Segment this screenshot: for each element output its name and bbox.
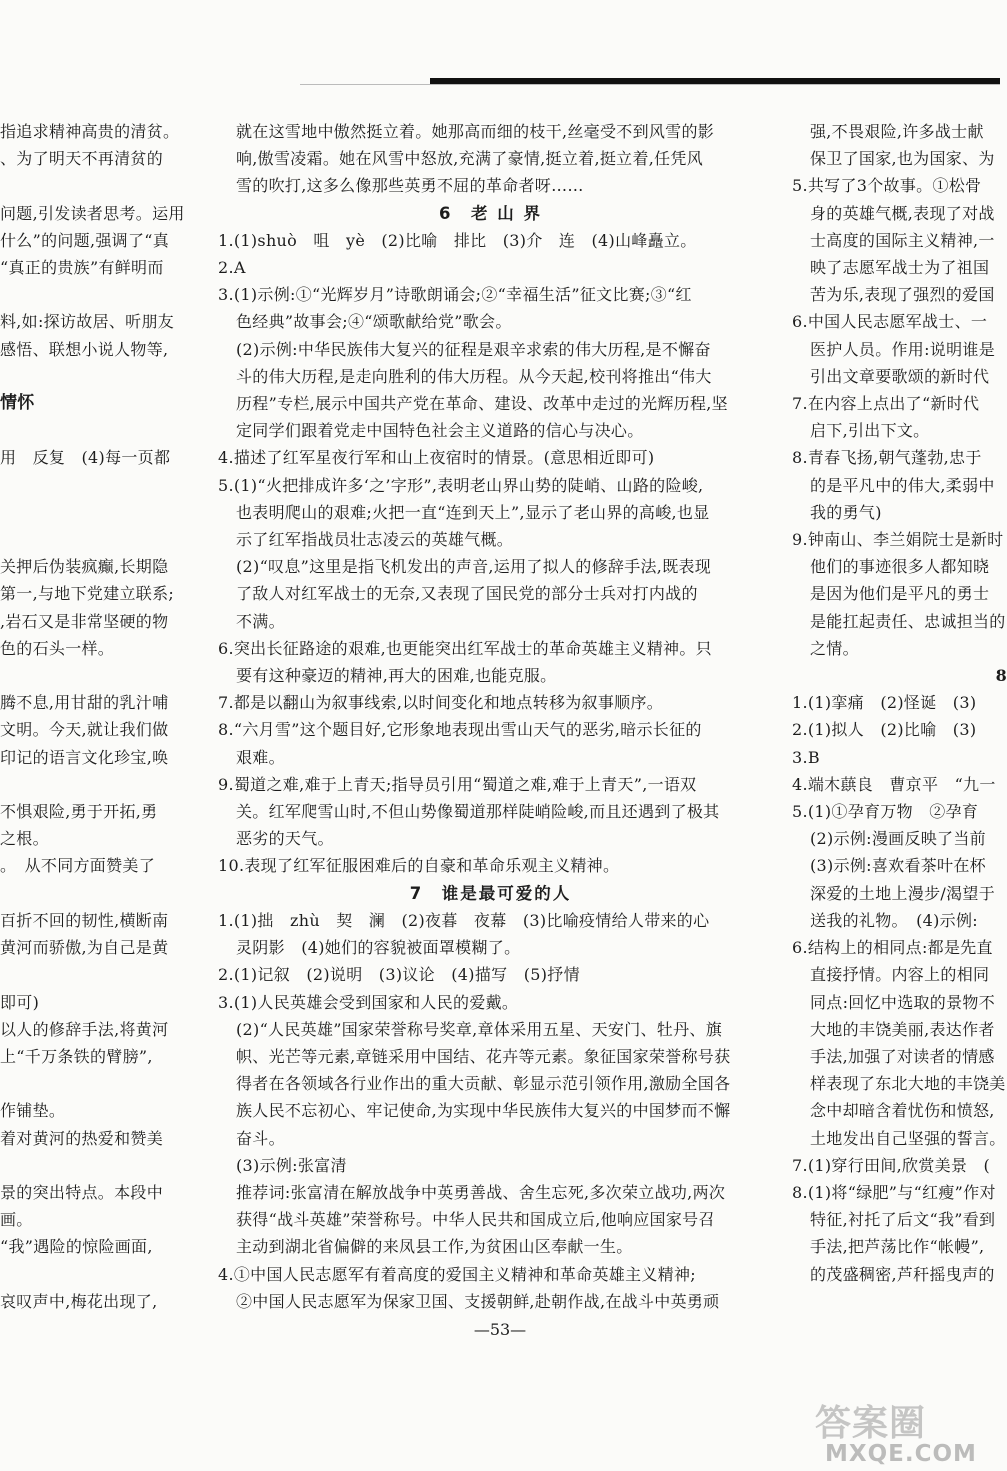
text-line: 即可) bbox=[0, 992, 40, 1012]
answer-line: 启下,引出下文。 bbox=[810, 421, 930, 441]
answer-line: 获得“战斗英雄”荣誉称号。中华人民共和国成立后,他响应国家号召 bbox=[236, 1210, 715, 1230]
text-line: 什么”的问题,强调了“真 bbox=[0, 230, 170, 250]
answer-line: 推荐词:张富清在解放战争中英勇善战、舍生忘死,多次荣立战功,两次 bbox=[236, 1182, 726, 1202]
answer-line: 大地的丰饶美丽,表达作者 bbox=[810, 1019, 995, 1039]
middle-column bbox=[218, 118, 763, 1315]
answer-line: 9.钟南山、李兰娟院士是新时 bbox=[792, 530, 1004, 550]
answer-line: 保卫了国家,也为国家、为 bbox=[810, 149, 995, 169]
text-line bbox=[0, 417, 190, 444]
answer-line: 3.B bbox=[792, 747, 820, 767]
answer-line: 他们的事迹很多人都知晓 bbox=[810, 557, 990, 577]
answer-line: 强,不畏艰险,许多战士献 bbox=[810, 122, 984, 141]
answer-line: 4.描述了红军星夜行军和山上夜宿时的情景。(意思相近即可) bbox=[218, 448, 655, 468]
answer-line: 10.表现了红军征服困难后的自豪和革命乐观主义精神。 bbox=[218, 856, 620, 876]
answer-line: 是因为他们是平凡的勇士 bbox=[810, 584, 990, 604]
answer-line: (3)示例:张富清 bbox=[236, 1155, 347, 1175]
answer-line: 引出文章要歌颂的新时代 bbox=[810, 366, 990, 386]
answer-line: 我的勇气) bbox=[810, 502, 882, 522]
answer-line: 5.(1)①孕育万物 ②孕育 bbox=[792, 802, 979, 822]
text-line: 文明。今天,就让我们做 bbox=[0, 720, 169, 740]
answer-line: 土地发出自己坚强的誓言。 bbox=[810, 1128, 1006, 1148]
text-line: 、为了明天不再清贫的 bbox=[0, 149, 164, 169]
text-line: 。 从不同方面赞美了 bbox=[0, 856, 156, 876]
text-line: 问题,引发读者思考。运用 bbox=[0, 203, 185, 223]
answer-line: 7.(1)穿行田间,欣赏美景 ( bbox=[792, 1155, 991, 1175]
text-line bbox=[0, 172, 190, 199]
answer-line: 念中却暗含着忧伤和愤怒, bbox=[810, 1101, 995, 1121]
answer-line: 直接抒情。内容上的相同 bbox=[810, 965, 990, 985]
watermark-bottom-text: MXQE.COM bbox=[825, 1441, 977, 1467]
answer-line: 1.(1)挛痛 (2)怪诞 (3) bbox=[792, 693, 977, 713]
answer-line: 是能扛起责任、忠诚担当的 bbox=[810, 611, 1006, 631]
answer-line: 不满。 bbox=[236, 611, 285, 631]
answer-line: 关。红军爬雪山时,不但山势像蜀道那样陡峭险峻,而且还遇到了极其 bbox=[236, 802, 720, 822]
text-line bbox=[0, 1261, 190, 1288]
answer-line: 手法,加强了对读者的情感 bbox=[810, 1046, 995, 1066]
text-line: 百折不回的韧性,横断南 bbox=[0, 910, 169, 930]
answer-line: 的是平凡中的伟大,柔弱中 bbox=[810, 475, 995, 495]
text-line bbox=[0, 1152, 190, 1179]
answer-line: 斗的伟大历程,是走向胜利的伟大历程。从今天起,校刊将推出“伟大 bbox=[236, 366, 712, 386]
section-heading: 8 bbox=[995, 666, 1007, 686]
text-line bbox=[0, 281, 190, 308]
answer-line: ②中国人民志愿军为保家卫国、支援朝鲜,赴朝作战,在战斗中英勇顽 bbox=[236, 1291, 720, 1311]
answer-line: 色经典”故事会;④“颂歌献给党”歌会。 bbox=[236, 312, 512, 332]
answer-line: 恶劣的天气。 bbox=[236, 829, 334, 849]
answer-line: 5.(1)“火把排成许多‘之’字形”,表明老山界山势的陡峭、山路的险峻, bbox=[218, 475, 704, 495]
answer-line: 帜、光芒等元素,章链采用中国结、花卉等元素。象征国家荣誉称号获 bbox=[236, 1046, 731, 1066]
text-line: 第一,与地下党建立联系; bbox=[0, 584, 175, 604]
header-rule bbox=[430, 78, 1000, 84]
answer-line: 6.中国人民志愿军战士、一 bbox=[792, 312, 988, 332]
text-line: 料,如:探访故居、听朋友 bbox=[0, 312, 175, 332]
header-thin-rule bbox=[300, 84, 1000, 85]
answer-line: 1.(1)shuò 咀 yè (2)比喻 排比 (3)介 连 (4)山峰矗立。 bbox=[218, 230, 697, 250]
answer-line: 士高度的国际主义精神,一 bbox=[810, 230, 995, 250]
text-line: 腾不息,用甘甜的乳汁哺 bbox=[0, 693, 169, 713]
text-line bbox=[0, 363, 190, 390]
answer-line: 特征,衬托了后文“我”看到 bbox=[810, 1210, 996, 1230]
answer-line: 8.(1)将“绿肥”与“红瘦”作对 bbox=[792, 1182, 996, 1202]
watermark-top-text: 答案圈 bbox=[815, 1403, 927, 1444]
answer-line: 2.A bbox=[218, 258, 246, 278]
answer-line: (2)“人民英雄”国家荣誉称号奖章,章体采用五星、天安门、牡丹、旗 bbox=[236, 1019, 723, 1039]
answer-line: 送我的礼物。 (4)示例: bbox=[810, 910, 978, 930]
answer-line: 4.①中国人民志愿军有着高度的爱国主义精神和革命英雄主义精神; bbox=[218, 1264, 696, 1284]
answer-line: 手法,把芦荡比作“帐幔”, bbox=[810, 1237, 985, 1257]
answer-line: 的茂盛稠密,芦秆摇曳声的 bbox=[810, 1264, 995, 1284]
answer-line: 示了红军指战员壮志凌云的英雄气概。 bbox=[236, 530, 514, 550]
answer-line: 3.(1)人民英雄会受到国家和人民的爱戴。 bbox=[218, 992, 519, 1012]
answer-line: 奋斗。 bbox=[236, 1128, 285, 1148]
text-line bbox=[0, 662, 190, 689]
section-heading: 6 老 山 界 bbox=[439, 203, 542, 223]
text-line: 色的石头一样。 bbox=[0, 638, 115, 658]
text-line: 之根。 bbox=[0, 829, 49, 849]
text-line bbox=[0, 499, 190, 526]
answer-line: 医护人员。作用:说明谁是 bbox=[810, 339, 995, 359]
answer-line: 8.“六月雪”这个题目好,它形象地表现出雪山天气的恶劣,暗示长征的 bbox=[218, 720, 702, 740]
text-line: 印记的语言文化珍宝,唤 bbox=[0, 747, 169, 767]
answer-line: 就在这雪地中傲然挺立着。她那高而细的枝干,丝毫受不到风雪的影 bbox=[236, 122, 715, 141]
text-line bbox=[0, 472, 190, 499]
text-line: 黄河而骄傲,为自己是黄 bbox=[0, 938, 169, 958]
answer-line: 灵阴影 (4)她们的容貌被面罩模糊了。 bbox=[236, 938, 521, 958]
answer-line: 定同学们跟着党走中国特色社会主义道路的信心与决心。 bbox=[236, 421, 644, 441]
answer-line: 5.共写了3个故事。①松骨 bbox=[792, 176, 982, 196]
text-line: 感悟、联想小说人物等, bbox=[0, 339, 169, 359]
text-line: 以人的修辞手法,将黄河 bbox=[0, 1019, 169, 1039]
answer-line: 响,傲雪凌霜。她在风雪中怒放,充满了豪情,挺立着,挺立着,任凭风 bbox=[236, 149, 704, 169]
text-line: 不惧艰险,勇于开拓,勇 bbox=[0, 802, 158, 822]
answer-line: (3)示例:喜欢看茶叶在杯 bbox=[810, 856, 986, 876]
text-line bbox=[0, 961, 190, 988]
answer-line: 深爱的土地上漫步/渴望于 bbox=[810, 883, 995, 903]
text-line bbox=[0, 880, 190, 907]
text-line: “真正的贵族”有鲜明而 bbox=[0, 258, 164, 278]
text-line: ,岩石又是非常坚硬的物 bbox=[0, 611, 169, 631]
answer-line: 苦为乐,表现了强烈的爱国 bbox=[810, 285, 995, 305]
answer-line: 映了志愿军战士为了祖国 bbox=[810, 258, 990, 278]
section-heading: 7 谁是最可爱的人 bbox=[409, 883, 572, 903]
text-line bbox=[0, 771, 190, 798]
text-line: 哀叹声中,梅花出现了, bbox=[0, 1291, 158, 1311]
answer-line: 族人民不忘初心、牢记使命,为实现中华民族伟大复兴的中国梦而不懈 bbox=[236, 1101, 731, 1121]
text-line: 上“千万条铁的臂膀”, bbox=[0, 1046, 153, 1066]
answer-line: 了敌人对红军战士的无奈,又表现了国民党的部分士兵对打内战的 bbox=[236, 584, 698, 604]
text-line: 关押后伪装疯癫,长期隐 bbox=[0, 557, 169, 577]
answer-line: 雪的吹打,这多么像那些英勇不屈的革命者呀…… bbox=[236, 176, 584, 196]
answer-line: 之情。 bbox=[810, 638, 859, 658]
text-line bbox=[0, 1070, 190, 1097]
text-line: 着对黄河的热爱和赞美 bbox=[0, 1128, 164, 1148]
answer-line: 6.结构上的相同点:都是先直 bbox=[792, 938, 993, 958]
answer-line: 历程”专栏,展示中国共产党在革命、建设、改革中走过的光辉历程,坚 bbox=[236, 394, 728, 414]
right-column bbox=[792, 118, 1007, 1288]
section-heading: 情怀 bbox=[0, 393, 35, 414]
answer-line: 3.(1)示例:①“光辉岁月”诗歌朗诵会;②“幸福生活”征文比赛;③“红 bbox=[218, 285, 692, 305]
answer-line: 4.端木蕻良 曹京平 “九一 bbox=[792, 774, 996, 794]
answer-line: 艰难。 bbox=[236, 747, 285, 767]
page-number: —53— bbox=[473, 1320, 527, 1339]
text-line: 用 反复 (4)每一页都 bbox=[0, 448, 171, 468]
text-line: “我”遇险的惊险画面, bbox=[0, 1237, 153, 1257]
answer-line: 样表现了东北大地的丰饶美 bbox=[810, 1074, 1006, 1094]
text-line: 作铺垫。 bbox=[0, 1101, 66, 1121]
text-line: 指追求精神高贵的清贫。 bbox=[0, 122, 180, 141]
answer-line: 6.突出长征路途的艰难,也更能突出红军战士的革命英雄主义精神。只 bbox=[218, 638, 712, 658]
answer-line: 9.蜀道之难,难于上青天;指导员引用“蜀道之难,难于上青天”,一语双 bbox=[218, 774, 697, 794]
text-line: 景的突出特点。本段中 bbox=[0, 1182, 164, 1202]
answer-line: (2)示例:漫画反映了当前 bbox=[810, 829, 986, 849]
answer-line: 8.青春飞扬,朝气蓬勃,忠于 bbox=[792, 448, 982, 468]
answer-line: 也表明爬山的艰难;火把一直“连到天上”,显示了老山界的高峻,也显 bbox=[236, 502, 710, 522]
text-line: 画。 bbox=[0, 1210, 33, 1230]
answer-line: (2)“叹息”这里是指飞机发出的声音,运用了拟人的修辞手法,既表现 bbox=[236, 557, 712, 577]
answer-line: 7.都是以翻山为叙事线索,以时间变化和地点转移为叙事顺序。 bbox=[218, 693, 664, 713]
answer-line: 身的英雄气概,表现了对战 bbox=[810, 203, 995, 223]
answer-line: 2.(1)记叙 (2)说明 (3)议论 (4)描写 (5)抒情 bbox=[218, 965, 580, 985]
answer-line: 2.(1)拟人 (2)比喻 (3) bbox=[792, 720, 977, 740]
left-column bbox=[0, 118, 190, 1315]
answer-line: 1.(1)拙 zhù 契 澜 (2)夜暮 夜幕 (3)比喻疫情给人带来的心 bbox=[218, 910, 710, 930]
answer-line: 得者在各领域各行业作出的重大贡献、彰显示范引领作用,激励全国各 bbox=[236, 1074, 731, 1094]
answer-line: 同点:回忆中选取的景物不 bbox=[810, 992, 995, 1012]
watermark-logo bbox=[815, 1395, 1000, 1471]
text-line bbox=[0, 526, 190, 553]
answer-line: 7.在内容上点出了“新时代 bbox=[792, 394, 980, 414]
answer-line: (2)示例:中华民族伟大复兴的征程是艰辛求索的伟大历程,是不懈奋 bbox=[236, 339, 711, 359]
answer-line: 要有这种豪迈的精神,再大的困难,也能克服。 bbox=[236, 666, 557, 686]
answer-line: 主动到湖北省偏僻的来凤县工作,为贫困山区奉献一生。 bbox=[236, 1237, 633, 1257]
